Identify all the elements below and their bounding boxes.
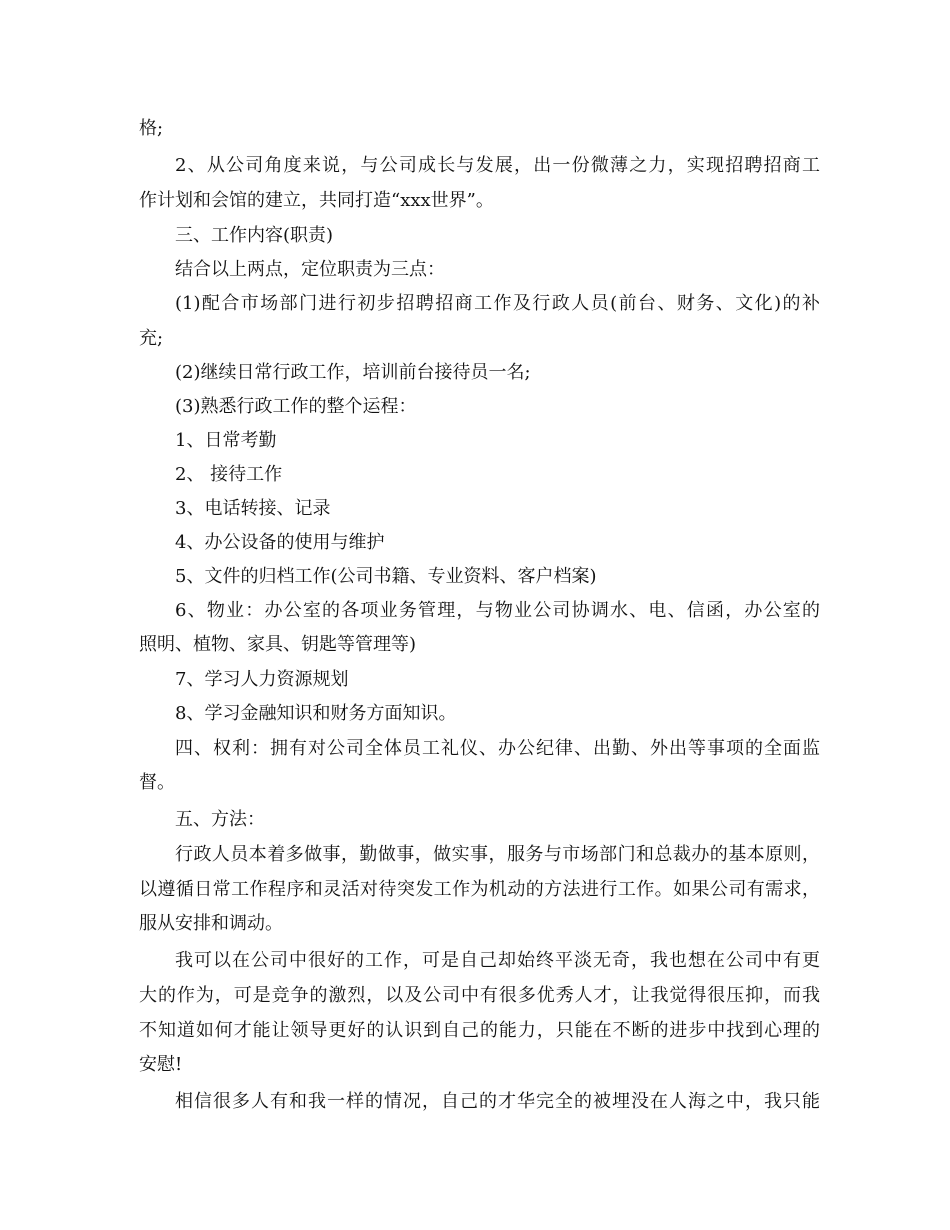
list-item: (3)熟悉行政工作的整个运程： <box>175 396 417 417</box>
text-line: 相信很多人有和我一样的情况，自己的才华完全的被埋没在人海之中，我只能 <box>175 1091 820 1112</box>
text-line: 充; <box>139 328 164 349</box>
list-item: 2、 接待工作 <box>175 464 283 485</box>
text-line: 2、从公司角度来说，与公司成长与发展，出一份微薄之力，实现招聘招商工 <box>175 155 820 176</box>
section-heading: 三、工作内容(职责) <box>175 225 334 246</box>
text-line: 服从安排和调动。 <box>139 913 283 934</box>
text-line: 不知道如何才能让领导更好的认识到自己的能力，只能在不断的进步中找到心理的 <box>139 1020 820 1041</box>
list-item: 5、文件的归档工作(公司书籍、专业资料、客户档案) <box>175 566 597 587</box>
list-item: (2)继续日常行政工作，培训前台接待员一名; <box>175 362 531 383</box>
text-line: 格; <box>139 118 164 139</box>
text-line: (1)配合市场部门进行初步招聘招商工作及行政人员(前台、财务、文化)的补 <box>175 293 820 314</box>
section-heading: 五、方法： <box>175 809 265 830</box>
section-heading: 四、权利：拥有对公司全体员工礼仪、办公纪律、出勤、外出等事项的全面监 <box>175 738 820 759</box>
text-line: 督。 <box>139 772 175 793</box>
list-item: 8、学习金融知识和财务方面知识。 <box>175 703 457 724</box>
list-item: 4、办公设备的使用与维护 <box>175 532 385 553</box>
text-line: 大的作为，可是竞争的激烈，以及公司中有很多优秀人才，让我觉得很压抑，而我 <box>139 985 820 1006</box>
text-line: 以遵循日常工作程序和灵活对待突发工作为机动的方法进行工作。如果公司有需求， <box>139 879 820 900</box>
list-item: 3、电话转接、记录 <box>175 498 331 519</box>
list-item: 6、物业：办公室的各项业务管理，与物业公司协调水、电、信函，办公室的 <box>175 600 820 621</box>
text-line: 行政人员本着多做事，勤做事，做实事，服务与市场部门和总裁办的基本原则， <box>175 844 820 865</box>
text-line: 安慰! <box>139 1054 183 1075</box>
list-item: 1、日常考勤 <box>175 430 277 451</box>
list-item: 7、学习人力资源规划 <box>175 669 349 690</box>
text-line: 我可以在公司中很好的工作，可是自己却始终平淡无奇，我也想在公司中有更 <box>175 950 820 971</box>
text-line: 作计划和会馆的建立，共同打造“xxx世界”。 <box>139 190 494 211</box>
text-line: 结合以上两点，定位职责为三点： <box>175 259 445 280</box>
text-line: 照明、植物、家具、钥匙等管理等) <box>139 634 417 655</box>
